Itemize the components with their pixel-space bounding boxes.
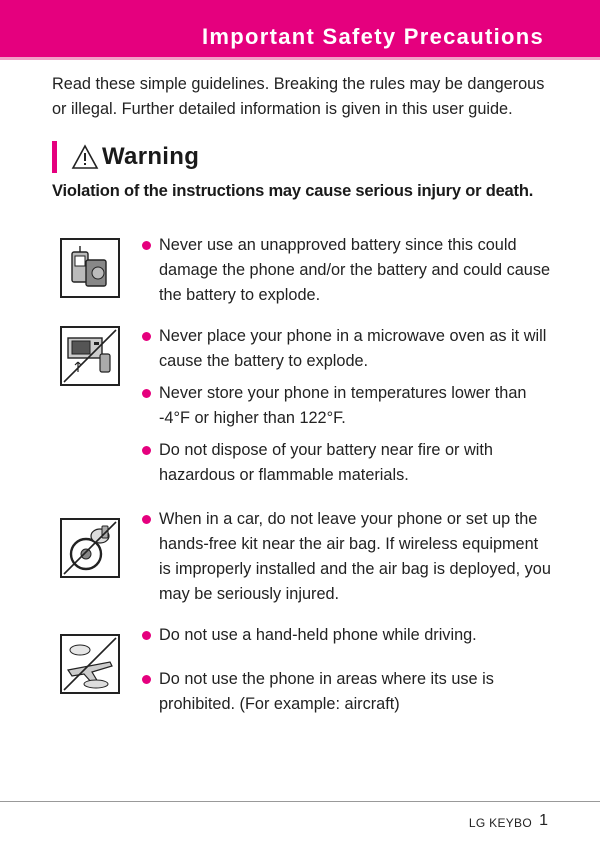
page-title: Important Safety Precautions xyxy=(201,24,544,49)
bullet-dot xyxy=(142,446,151,455)
warning-accent-bar xyxy=(52,141,57,173)
list-item: Do not use a hand-held phone while driving. xyxy=(142,623,552,648)
list-item: Do not dispose of your battery near fire or with hazardous or flammable materials. xyxy=(142,438,552,488)
bullet-dot xyxy=(142,675,151,684)
footer-brand: LG KEYBO xyxy=(468,816,532,830)
bullet-dot xyxy=(142,515,151,524)
list-item: Never store your phone in temperatures lower than -4°F or higher than 122°F. xyxy=(142,381,552,431)
page-number: 1 xyxy=(539,812,548,829)
intro-paragraph: Read these simple guidelines. Breaking the rules may be dangerous or illegal. Further detailed information is given in this user guide. xyxy=(52,75,545,118)
footer-divider xyxy=(0,801,600,802)
warning-triangle-icon xyxy=(71,144,99,170)
microwave-icon xyxy=(60,326,120,386)
warning-heading xyxy=(52,141,199,173)
bullet-dot xyxy=(142,332,151,341)
list-item: Never use an unapproved battery since this could damage the phone and/or the battery and could cause the battery to explode. xyxy=(142,233,552,308)
warning-title: Warning xyxy=(102,143,200,170)
list-item: Never place your phone in a microwave oven as it will cause the battery to explode. xyxy=(142,324,552,374)
bullet-dot xyxy=(142,631,151,640)
aircraft-icon xyxy=(60,634,120,694)
warning-subtitle: Violation of the instructions may cause serious injury or death. xyxy=(52,182,534,200)
bullet-dot xyxy=(142,389,151,398)
list-item: When in a car, do not leave your phone or set up the hands-free kit near the air bag. If wireless equipment is improperly installed and the air bag is deployed, you may be seriously injured. xyxy=(142,507,552,607)
airbag-icon xyxy=(60,518,120,578)
list-item: Do not use the phone in areas where its use is prohibited. (For example: aircraft) xyxy=(142,667,552,717)
bullet-dot xyxy=(142,241,151,250)
battery-phone-icon xyxy=(60,238,120,298)
header-bar xyxy=(0,0,600,60)
